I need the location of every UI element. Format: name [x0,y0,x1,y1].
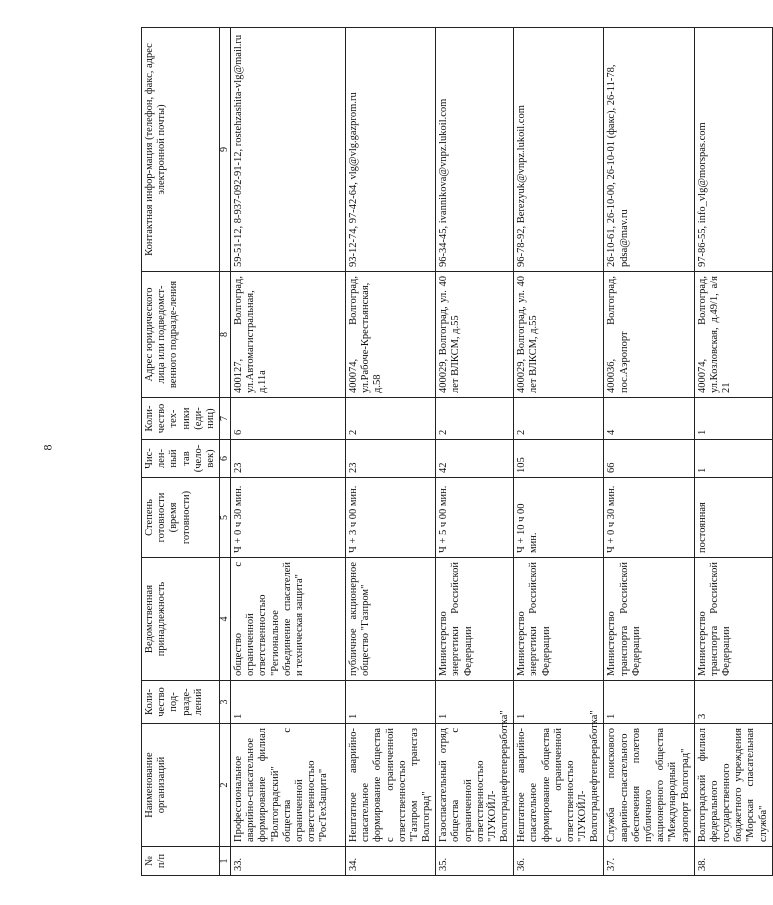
contact-info: 26-10-61, 26-10-00, 26-10-01 (факс), 26-11-78, pdsa@mav.ru [604,28,694,272]
organizations-table [141,27,773,876]
subdivision-count: 3 [694,681,772,724]
header-cell: Степень готовности (время готовности) [142,478,220,558]
address: 400127, Волгоград, ул.Автомагистральная, д.11а [231,272,346,398]
row-number: 33. [231,847,346,876]
header-cell: Адрес юридического лица или подведомст-венного подразде-ления [142,272,220,398]
staff-count: 1 [694,440,772,478]
subdivision-count: 1 [231,681,346,724]
organization-name: Служба поискового аварийно-спасательного обеспечения полетов публичного акционерного общества "Международный аэропорт Волгоград" [604,724,694,847]
address: 400074, Волгоград, ул.Рабоче-Крестьянская, д.58 [346,272,436,398]
header-cell: Чис-лен-ный тав (чело-век) [142,440,220,478]
column-number: 6 [220,440,231,478]
staff-count: 105 [514,440,604,478]
equipment-count: 6 [231,398,346,440]
header-cell: Коли-чество тех-ники (еди-ниц) [142,398,220,440]
header-cell: Наименование организаций [142,724,220,847]
address: 400029, Волгоград, ул. 40 лет ВЛКСМ, д.55 [436,272,514,398]
header-cell: Ведомственная принадлежность [142,558,220,681]
column-number: 9 [220,28,231,272]
table-row [231,28,346,876]
column-number: 3 [220,681,231,724]
column-number-row [220,28,231,876]
subdivision-count: 1 [346,681,436,724]
row-number: 37. [604,847,694,876]
table-row [514,28,604,876]
department-affiliation: Министерство энергетики Российской Федерации [436,558,514,681]
column-number: 5 [220,478,231,558]
column-number: 8 [220,272,231,398]
equipment-count: 4 [604,398,694,440]
organization-name: Нештатное аварийно-спасательное формирование общества с ограниченной ответственностью "Газпром трансгаз Волгоград" [346,724,436,847]
readiness-time: Ч + 0 ч 30 мин. [231,478,346,558]
column-number: 2 [220,724,231,847]
page-number: 8 [40,444,55,451]
table-row [346,28,436,876]
column-number: 1 [220,847,231,876]
column-number: 4 [220,558,231,681]
table-row [436,28,514,876]
staff-count: 23 [346,440,436,478]
header-cell: № п/п [142,847,220,876]
department-affiliation: Министерство транспорта Российской Федерации [694,558,772,681]
column-number: 7 [220,398,231,440]
subdivision-count: 1 [604,681,694,724]
row-number: 38. [694,847,772,876]
organization-name: Нештатное аварийно-спасательное формирование общества с ограниченной ответственностью "ЛУКОЙЛ-Волгограднефтепереработка" [514,724,604,847]
table-row [604,28,694,876]
staff-count: 23 [231,440,346,478]
equipment-count: 1 [694,398,772,440]
header-row [142,28,220,876]
organization-name: Газоспасательный отряд общества с ограниченной ответственностью "ЛУКОЙЛ-Волгограднефтепереработка" [436,724,514,847]
contact-info: 59-51-12, 8-937-092-91-12, rostehzashita-vlg@mail.ru [231,28,346,272]
department-affiliation: общество с ограниченной ответственностью "Региональное объединение спасателей и техническая защита" [231,558,346,681]
readiness-time: постоянная [694,478,772,558]
readiness-time: Ч + 3 ч 00 мин. [346,478,436,558]
equipment-count: 2 [436,398,514,440]
contact-info: 97-86-55, info_vlg@morspas.com [694,28,772,272]
row-number: 34. [346,847,436,876]
organization-name: Профессиональное аварийно-спасательное формирование филиал "Волгоградский" общества с ограниченной ответственностью "РосТехЗащита" [231,724,346,847]
contact-info: 93-12-74, 97-42-64, vlg@vlg.gazprom.ru [346,28,436,272]
address: 400074, Волгоград, ул.Козловская, д.49/1, а/я 21 [694,272,772,398]
subdivision-count: 1 [514,681,604,724]
contact-info: 96-78-92, Berezyuk@vnpz.lukoil.com [514,28,604,272]
table-row [694,28,772,876]
equipment-count: 2 [346,398,436,440]
subdivision-count: 1 [436,681,514,724]
readiness-time: Ч + 10 ч 00 мин. [514,478,604,558]
address: 400029, Волгоград, ул. 40 лет ВЛКСМ, д.55 [514,272,604,398]
staff-count: 66 [604,440,694,478]
readiness-time: Ч + 5 ч 00 мин. [436,478,514,558]
organization-name: Волгоградский филиал федерального государственного бюджетного учреждения "Морская спасательная служба" [694,724,772,847]
contact-info: 96-34-45, ivannikova@vnpz.lukoil.com [436,28,514,272]
equipment-count: 2 [514,398,604,440]
department-affiliation: Министерство транспорта Российской Федерации [604,558,694,681]
readiness-time: Ч + 0 ч 30 мин. [604,478,694,558]
header-cell: Контактная инфор-мация (телефон, факс, адрес электронной почты) [142,28,220,272]
header-cell: Коли-чество под-разде-лений [142,681,220,724]
department-affiliation: Министерство энергетики Российской Федерации [514,558,604,681]
staff-count: 42 [436,440,514,478]
address: 400036, Волгоград, пос.Аэропорт [604,272,694,398]
department-affiliation: публичное акционерное общество "Газпром" [346,558,436,681]
row-number: 36. [514,847,604,876]
row-number: 35. [436,847,514,876]
